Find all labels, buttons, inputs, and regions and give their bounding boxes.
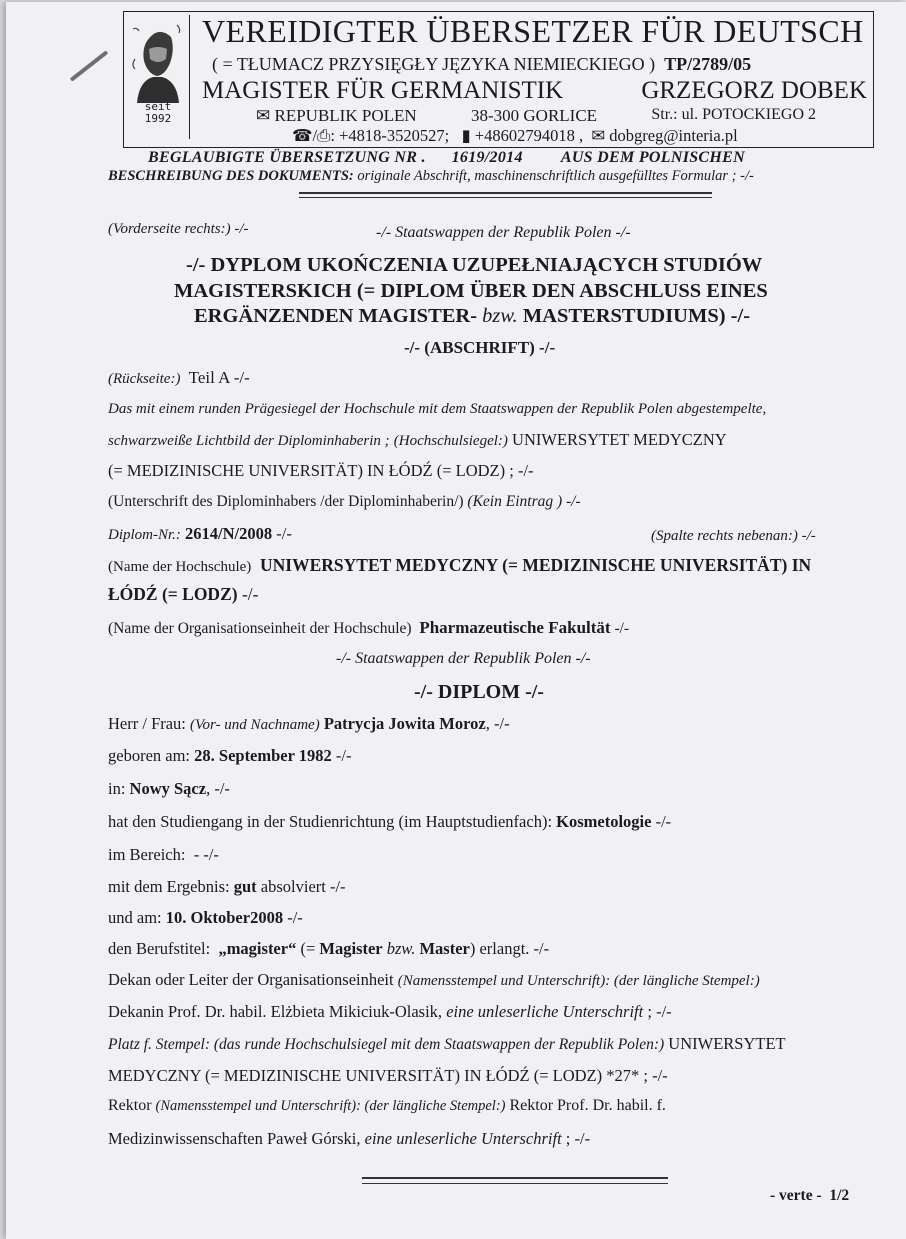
seal-text-2: (= MEDIZINISCHE UNIVERSITÄT) IN ŁÓDŹ (= LODZ) ; -/- bbox=[108, 461, 534, 480]
dean-signature: eine unleserliche Unterschrift bbox=[446, 1002, 644, 1021]
faculty-name: Pharmazeutische Fakultät bbox=[419, 618, 611, 637]
study-text: hat den Studiengang in der Studienrichtung (im Hauptstudienfach): bbox=[108, 812, 553, 831]
rector-name-line bbox=[108, 1129, 590, 1149]
address-country bbox=[256, 106, 417, 126]
diploma-title-line2: MAGISTERSKICH (= DIPLOM ÜBER DEN ABSCHLUSS EINES bbox=[174, 280, 768, 302]
phone-fax-number: +4818-3520527; bbox=[339, 126, 450, 145]
area-line bbox=[108, 845, 219, 865]
part-label: Teil A -/- bbox=[188, 368, 250, 387]
title-line3-part2: MASTERSTUDIUMS) -/- bbox=[522, 305, 751, 327]
degree-text: MAGISTER FÜR GERMANISTIK bbox=[202, 77, 564, 104]
header-rule bbox=[299, 192, 712, 194]
page-footer bbox=[770, 1187, 849, 1205]
professional-title-line bbox=[108, 939, 549, 959]
city-text: 38-300 GORLICE bbox=[470, 106, 598, 125]
result-end: absolviert -/- bbox=[260, 877, 346, 896]
birthplace-end: , -/- bbox=[206, 779, 230, 798]
document-page bbox=[6, 2, 906, 1239]
diploma-number: 2614/N/2008 bbox=[185, 524, 273, 543]
abschrift-label: -/- (ABSCHRIFT) -/- bbox=[404, 338, 556, 357]
seal-text: UNIWERSYTET MEDYCZNY bbox=[512, 430, 727, 449]
university-line bbox=[108, 555, 811, 576]
graduation-date: 10. Oktober2008 bbox=[165, 908, 284, 927]
certification-line bbox=[148, 149, 745, 167]
name-hint: (Vor- und Nachname) bbox=[190, 717, 320, 733]
back-side-line bbox=[108, 368, 250, 388]
dean-name: Dekanin Prof. Dr. habil. Elżbieta Mikiciuk-Olasik, bbox=[108, 1002, 443, 1021]
university-label: (Name der Hochschule) bbox=[108, 559, 252, 575]
description-label: BESCHREIBUNG DES DOKUMENTS: bbox=[108, 168, 354, 184]
stamp-place-line bbox=[108, 1034, 786, 1054]
professional-title-label: den Berufstitel: bbox=[108, 939, 211, 958]
cert-language: AUS DEM POLNISCHEN bbox=[560, 149, 745, 166]
mobile-icon: ▮ bbox=[461, 126, 471, 145]
professional-title-end: ) erlangt. -/- bbox=[469, 939, 550, 958]
title-line3-part1: ERGÄNZENDEN MAGISTER- bbox=[194, 305, 478, 327]
born-label: geboren am: bbox=[108, 746, 191, 765]
diploma-number-line bbox=[108, 524, 292, 544]
street-text: Str.: ul. POTOCKIEGO 2 bbox=[651, 106, 816, 123]
envelope-icon: ✉ bbox=[256, 106, 271, 125]
title-magister: Magister bbox=[319, 939, 383, 958]
rector-hint: (Namensstempel und Unterschrift): (der längliche Stempel:) bbox=[155, 1098, 506, 1114]
letterhead-address-line bbox=[256, 106, 816, 126]
back-side-label: (Rückseite:) bbox=[108, 371, 181, 387]
result-line bbox=[108, 877, 346, 897]
seal-label: (Hochschulsiegel:) bbox=[393, 433, 508, 449]
footer-rule-thin bbox=[362, 1183, 668, 1184]
translator-portrait bbox=[127, 15, 190, 139]
rector-name: Rektor Prof. Dr. habil. f. bbox=[509, 1097, 666, 1114]
dean-line bbox=[108, 970, 760, 990]
in-label: in: bbox=[108, 779, 126, 798]
no-entry-text: (Kein Eintrag ) -/- bbox=[467, 493, 581, 510]
holder-signature-line bbox=[108, 493, 581, 511]
diploma-number-label: Diplom-Nr.: bbox=[108, 527, 181, 543]
registration-number: TP/2789/05 bbox=[664, 54, 752, 74]
photo-desc2-text: schwarzweiße Lichtbild der Diplominhaberin ; bbox=[108, 433, 390, 449]
dean-hint: (Namensstempel und Unterschrift): (der längliche Stempel:) bbox=[397, 973, 760, 989]
graduation-date-label: und am: bbox=[108, 908, 162, 927]
front-side-label: (Vorderseite rechts:) -/- bbox=[108, 221, 249, 237]
envelope-icon: ✉ bbox=[591, 126, 606, 145]
photo-description-2 bbox=[108, 430, 727, 450]
faculty-end: -/- bbox=[614, 620, 630, 637]
holder-name-line bbox=[108, 714, 510, 734]
birth-date: 28. September 1982 bbox=[194, 746, 332, 765]
herr-frau-label: Herr / Frau: bbox=[108, 714, 186, 733]
letterhead-subtitle bbox=[212, 54, 751, 75]
university-end: -/- bbox=[241, 584, 259, 604]
letterhead-degree-line bbox=[202, 77, 867, 105]
rector-line bbox=[108, 1097, 666, 1115]
dean-end: ; -/- bbox=[647, 1002, 672, 1021]
university-name: UNIWERSYTET MEDYCZNY (= MEDIZINISCHE UNIVERSITÄT) IN bbox=[260, 555, 812, 575]
title-master: Master bbox=[419, 939, 470, 958]
diplom-heading: -/- DIPLOM -/- bbox=[414, 681, 544, 703]
dean-name-line bbox=[108, 1002, 672, 1022]
result-value: gut bbox=[233, 877, 257, 896]
title-line3-bzw: bzw. bbox=[482, 305, 518, 327]
seit-text: seit bbox=[144, 100, 172, 113]
title-bzw: bzw. bbox=[386, 939, 416, 958]
holder-name-end: , -/- bbox=[485, 714, 510, 733]
rector-label: Rektor bbox=[108, 1097, 152, 1114]
university-line-2 bbox=[108, 584, 258, 605]
seit-label bbox=[127, 101, 189, 125]
mobile-number: +48602794018 , bbox=[474, 126, 584, 145]
footer-rule bbox=[362, 1177, 668, 1179]
rector-name-2: Medizinwissenschaften Paweł Górski, bbox=[108, 1129, 361, 1148]
front-coat-of-arms: -/- Staatswappen der Republik Polen -/- bbox=[376, 224, 631, 241]
year-text: 1992 bbox=[144, 112, 172, 125]
birth-date-line bbox=[108, 746, 351, 766]
graduation-date-line bbox=[108, 908, 303, 928]
rector-end: ; -/- bbox=[565, 1129, 591, 1148]
rector-signature: eine unleserliche Unterschrift bbox=[364, 1129, 562, 1148]
birthplace: Nowy Sącz bbox=[129, 779, 207, 798]
letterhead-title: VEREIDIGTER ÜBERSETZER FÜR DEUTSCH bbox=[202, 13, 864, 49]
subtitle-text: ( = TŁUMACZ PRZYSIĘGŁY JĘZYKA NIEMIECKIEGO ) bbox=[212, 54, 656, 74]
cert-label: BEGLAUBIGTE ÜBERSETZUNG NR . bbox=[148, 149, 426, 166]
page-number: 1/2 bbox=[829, 1187, 850, 1204]
translator-letterhead bbox=[123, 11, 874, 148]
stamp-place-label: Platz f. Stempel: (das runde Hochschulsiegel mit dem Staatswappen der Republik Polen:) bbox=[108, 1036, 665, 1053]
cert-number: 1619/2014 bbox=[451, 149, 523, 166]
faculty-label: (Name der Organisationseinheit der Hochschule) bbox=[108, 620, 412, 637]
photo-description: Das mit einem runden Prägesiegel der Hochschule mit dem Staatswappen der Republik Polen abgestempelte, bbox=[108, 401, 767, 417]
verte-label: - verte - bbox=[770, 1187, 822, 1204]
diploma-title-line1: -/- DYPLOM UKOŃCZENIA UZUPEŁNIAJĄCYCH STUDIÓW bbox=[186, 254, 763, 276]
diploma-number-end: -/- bbox=[276, 524, 292, 543]
holder-name: Patrycja Jowita Moroz bbox=[323, 714, 486, 733]
stamp-university-2: MEDYCZNY (= MEDIZINISCHE UNIVERSITÄT) IN ŁÓDŹ (= LODZ) *27* ; -/- bbox=[108, 1066, 668, 1085]
dean-label: Dekan oder Leiter der Organisationseinheit bbox=[108, 970, 394, 989]
birthplace-line bbox=[108, 779, 230, 799]
study-field: Kosmetologie bbox=[556, 812, 652, 831]
stamp-university: UNIWERSYTET bbox=[668, 1034, 786, 1053]
area-value: - -/- bbox=[193, 845, 219, 864]
portrait-sketch-icon bbox=[129, 19, 187, 103]
country-text: REPUBLIK POLEN bbox=[274, 106, 417, 125]
faculty-line bbox=[108, 618, 629, 638]
birth-date-end: -/- bbox=[335, 746, 352, 765]
diploma-title-line3 bbox=[194, 305, 750, 328]
staple bbox=[70, 50, 109, 81]
result-label: mit dem Ergebnis: bbox=[108, 877, 230, 896]
letterhead-contact-line bbox=[292, 126, 738, 146]
back-coat-of-arms: -/- Staatswappen der Republik Polen -/- bbox=[336, 650, 591, 667]
area-label: im Bereich: bbox=[108, 845, 186, 864]
study-field-line bbox=[108, 812, 671, 832]
phone-fax-icon: ☎/⎙: bbox=[292, 126, 335, 145]
study-end: -/- bbox=[655, 812, 672, 831]
signature-holder-text: (Unterschrift des Diplominhabers /der Diplominhaberin/) bbox=[108, 493, 464, 510]
graduation-date-end: -/- bbox=[287, 908, 303, 927]
professional-title-paren: (= bbox=[300, 939, 316, 958]
right-column-label: (Spalte rechts nebenan:) -/- bbox=[651, 528, 816, 544]
translator-name: GRZEGORZ DOBEK bbox=[641, 77, 867, 104]
professional-title: „magister“ bbox=[218, 939, 297, 958]
email-address: dobgreg@interia.pl bbox=[609, 126, 738, 145]
document-description bbox=[108, 168, 754, 185]
university-city: ŁÓDŹ (= LODZ) bbox=[108, 584, 238, 604]
description-text: originale Abschrift, maschinenschriftlich ausgefülltes Formular ; -/- bbox=[357, 168, 754, 184]
header-rule-thin bbox=[299, 197, 712, 198]
